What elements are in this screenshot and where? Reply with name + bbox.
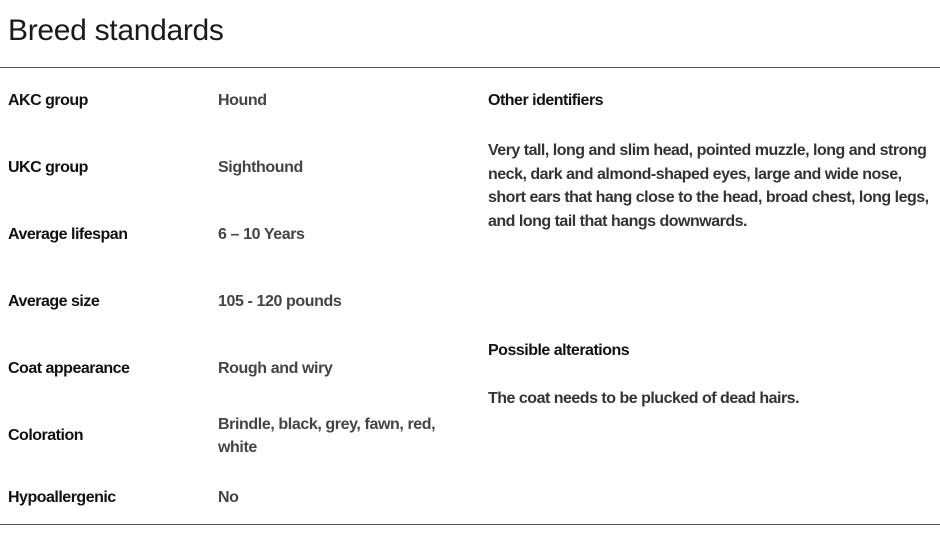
possible-alterations-text: The coat needs to be plucked of dead hairs. bbox=[488, 390, 800, 407]
section-title: Breed standards bbox=[8, 14, 224, 47]
top-divider bbox=[0, 67, 940, 68]
value-coloration: Brindle, black, grey, fawn, red, white bbox=[218, 416, 436, 456]
label-coat-appearance: Coat appearance bbox=[8, 360, 130, 377]
label-average-lifespan: Average lifespan bbox=[8, 226, 128, 243]
value-average-size: 105 - 120 pounds bbox=[218, 293, 342, 310]
value-ukc-group: Sighthound bbox=[218, 159, 303, 176]
value-akc-group: Hound bbox=[218, 92, 267, 109]
other-identifiers-heading: Other identifiers bbox=[488, 92, 604, 109]
value-average-lifespan: 6 – 10 Years bbox=[218, 226, 305, 243]
label-average-size: Average size bbox=[8, 293, 100, 310]
label-hypoallergenic: Hypoallergenic bbox=[8, 489, 116, 506]
label-akc-group: AKC group bbox=[8, 92, 88, 109]
bottom-divider bbox=[0, 524, 940, 525]
value-coat-appearance: Rough and wiry bbox=[218, 360, 333, 377]
other-identifiers-text: Very tall, long and slim head, pointed muzzle, long and strong neck, dark and almond-shaped eyes, large and wide nose, short ears that hang close to the head, broad chest, long legs, and long tail that hangs downwards. bbox=[488, 142, 929, 230]
possible-alterations-heading: Possible alterations bbox=[488, 342, 630, 359]
label-coloration: Coloration bbox=[8, 427, 83, 444]
value-hypoallergenic: No bbox=[218, 489, 239, 506]
label-ukc-group: UKC group bbox=[8, 159, 88, 176]
